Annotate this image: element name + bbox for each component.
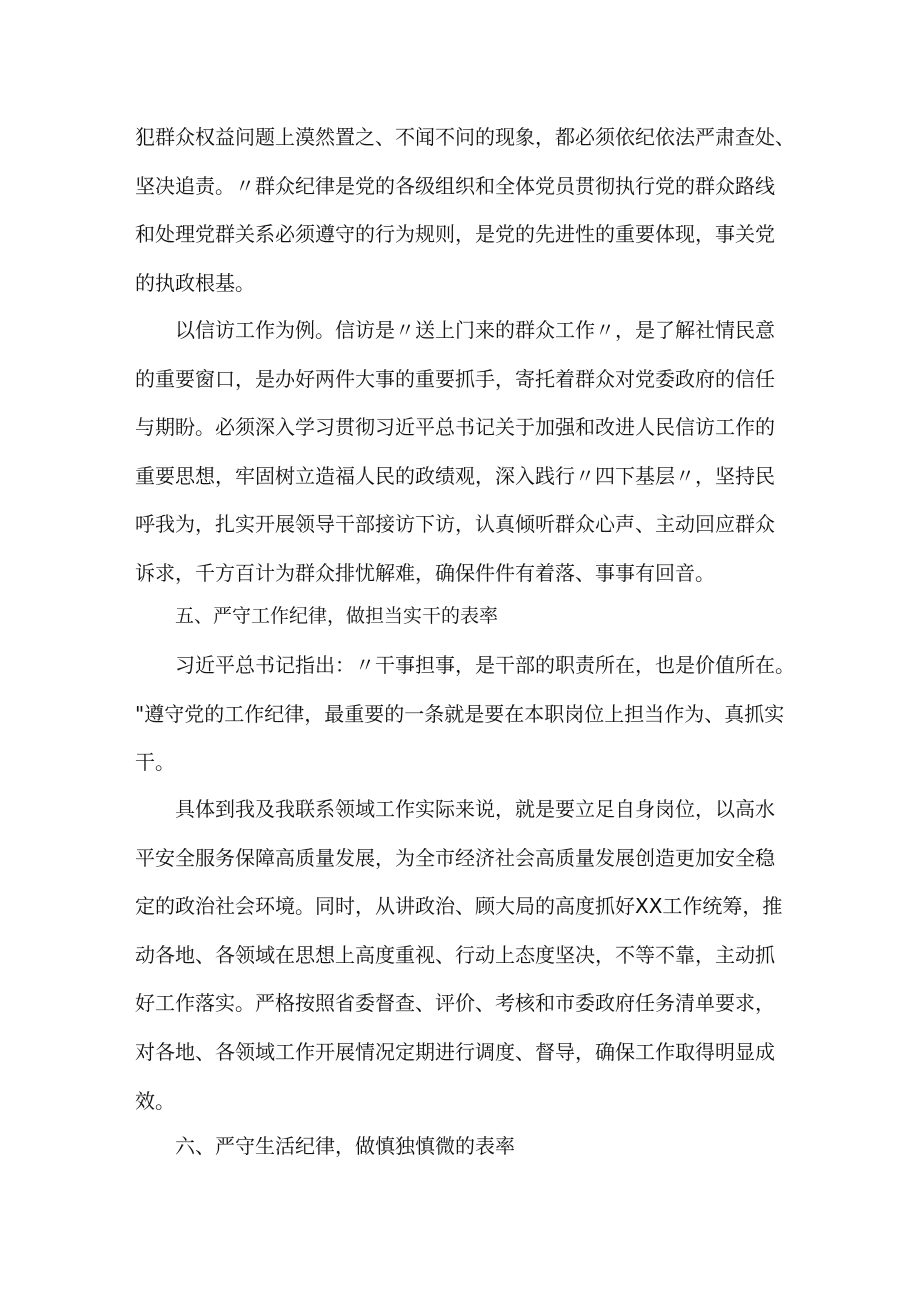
- paragraph-2: [135, 306, 785, 598]
- text-line: 效。: [135, 1088, 175, 1113]
- text-line: 定的政治社会环境。同时，从讲政治、顾大局的高度抓好XX工作统筹，推: [135, 894, 783, 919]
- text-line: 以信访工作为例。信访是〃送上门来的群众工作〃，是了解社情民意: [175, 318, 775, 342]
- text-line: 对各地、各领域工作开展情况定期进行调度、督导，确保工作取得明显成: [135, 1039, 775, 1064]
- text-line: 坚决追责。〃群众纪律是党的各级组织和全体党员贯彻执行党的群众路线: [135, 173, 775, 198]
- paragraph-1: [135, 113, 795, 307]
- text-line: 动各地、各领域在思想上高度重视、行动上态度坚决，不等不靠，主动抓: [135, 942, 775, 967]
- section-heading-6: 六、严守生活纪律，做慎独慎微的表率: [175, 1134, 515, 1158]
- section-heading-5: 五、严守工作纪律，做担当实干的表率: [175, 605, 499, 627]
- text-line: 的执政根基。: [135, 270, 255, 295]
- paragraph-4: [135, 785, 785, 1125]
- text-line: 的重要窗口，是办好两件大事的重要抓手，寄托着群众对党委政府的信任: [135, 366, 775, 391]
- text-line: 诉求，千方百计为群众排忧解难，确保件件有着落、事事有回音。: [135, 560, 715, 585]
- paragraph-3: [135, 641, 795, 787]
- text-line: 平安全服务保障高质量发展，为全市经济社会高质量发展创造更加安全稳: [135, 845, 775, 870]
- text-line: 和处理党群关系必须遵守的行为规则，是党的先进性的重要体现，事关党: [135, 222, 775, 247]
- text-line: 习近平总书记指出：〃干事担事，是干部的职责所在，也是价值所在。: [175, 653, 795, 677]
- text-line: 重要思想，牢固树立造福人民的政绩观，深入践行〃四下基层〃，坚持民: [135, 463, 775, 488]
- text-line: "遵守党的工作纪律，最重要的一条就是要在本职岗位上担当作为、真抓实: [135, 701, 785, 726]
- text-line: 犯群众权益问题上漠然置之、不闻不问的现象，都必须依纪依法严肃查处、: [135, 125, 795, 149]
- text-line: 具体到我及我联系领域工作实际来说，就是要立足自身岗位，以高水: [175, 797, 775, 821]
- text-line: 好工作落实。严格按照省委督查、评价、考核和市委政府任务清单要求，: [135, 991, 775, 1016]
- text-line: 呼我为，扎实开展领导干部接访下访，认真倾听群众心声、主动回应群众: [135, 512, 775, 537]
- text-line: 干。: [135, 750, 175, 775]
- text-line: 与期盼。必须深入学习贯彻习近平总书记关于加强和改进人民信访工作的: [135, 415, 775, 440]
